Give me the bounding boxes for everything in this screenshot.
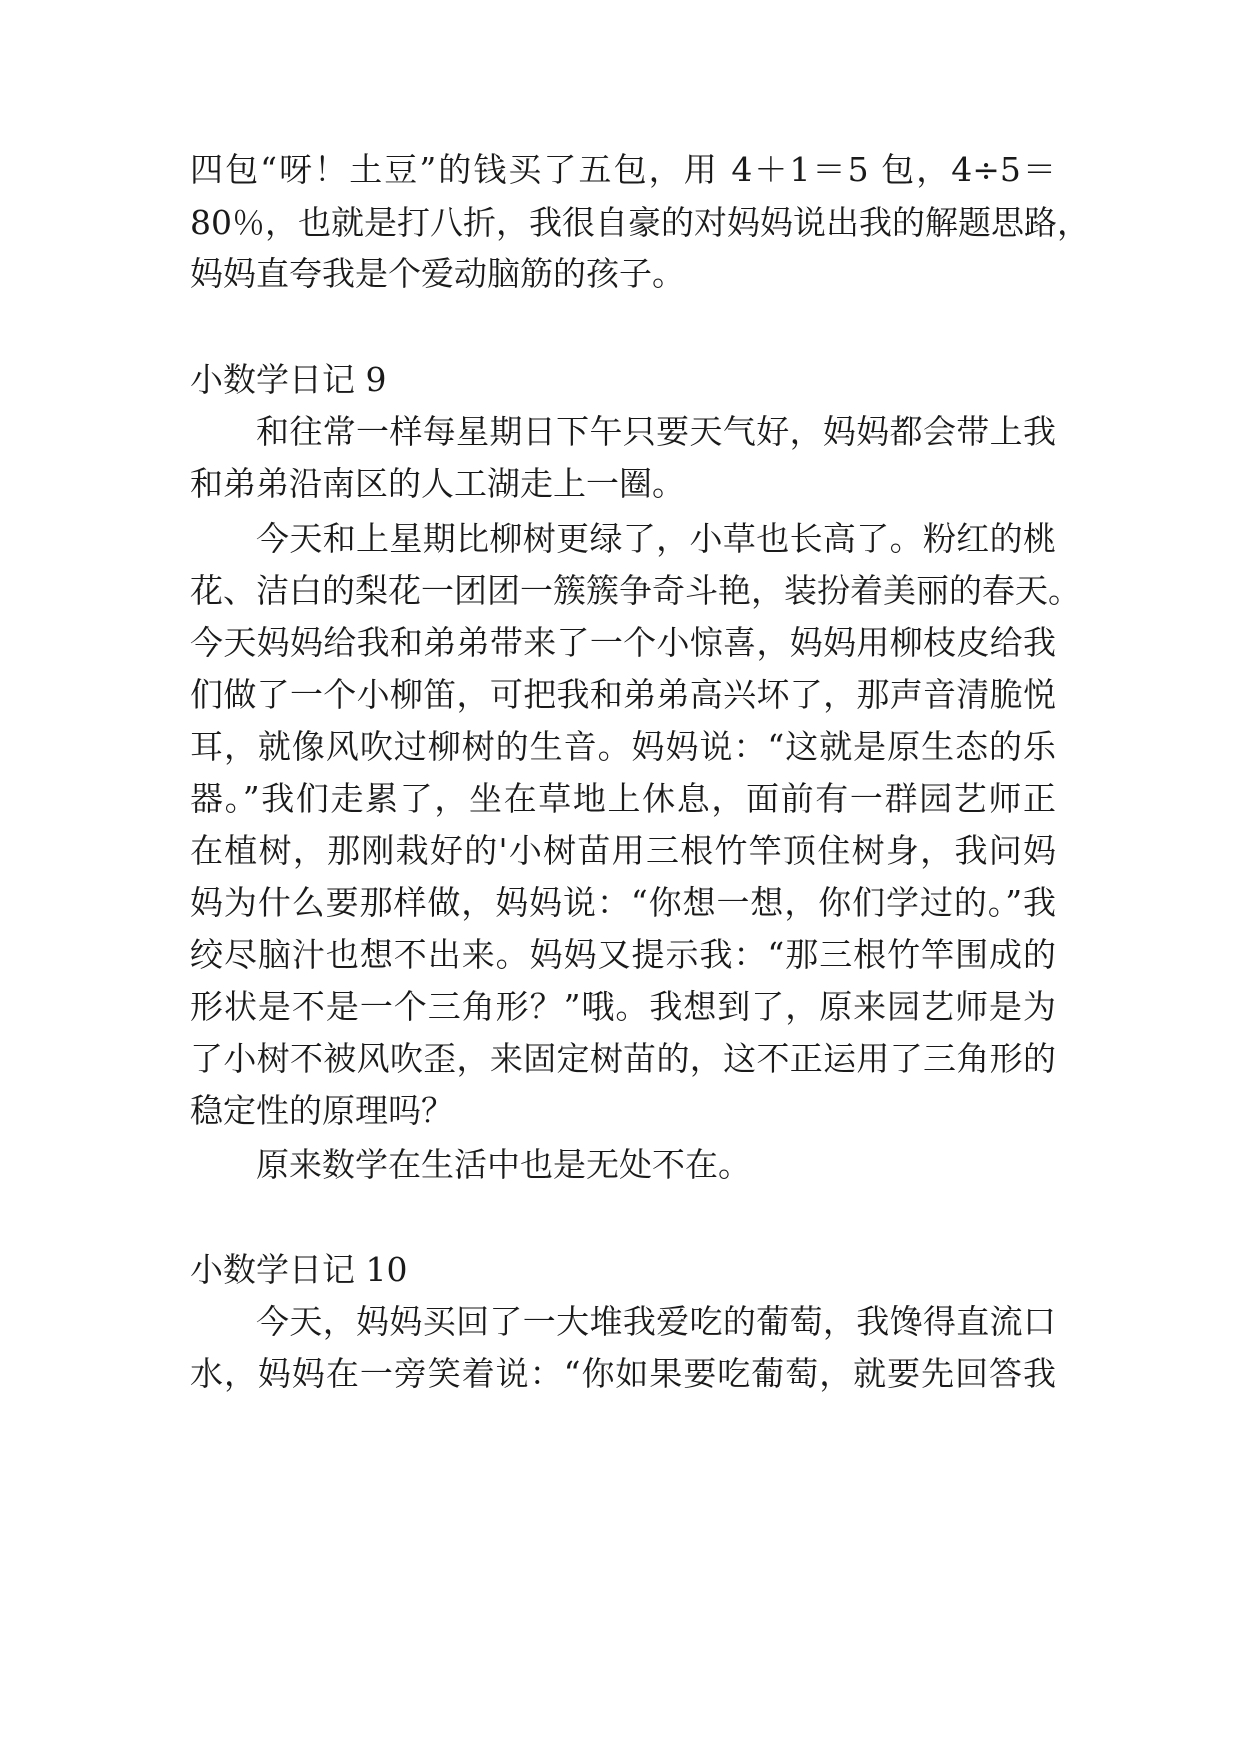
text-line: 了小树不被风吹歪，来固定树苗的，这不正运用了三角形的	[190, 1039, 1056, 1078]
text-line: 花、洁白的梨花一团团一簇簇争奇斗艳，装扮着美丽的春天。	[190, 571, 1081, 610]
text-line: 耳，就像风吹过柳树的生音。妈妈说：“这就是原生态的乐	[190, 727, 1056, 766]
text-line: 妈妈直夸我是个爱动脑筋的孩子。	[190, 254, 685, 293]
text-line: 器。”我们走累了，坐在草地上休息，面前有一群园艺师正	[190, 779, 1056, 818]
text-line: 稳定性的原理吗？	[190, 1091, 454, 1130]
diary-title-10: 小数学日记 10	[190, 1250, 408, 1289]
text-line: 水，妈妈在一旁笑着说：“你如果要吃葡萄，就要先回答我	[190, 1354, 1056, 1393]
text-line: 80％，也就是打八折，我很自豪的对妈妈说出我的解题思路，	[190, 203, 1090, 242]
text-line: 形状是不是一个三角形？”哦。我想到了，原来园艺师是为	[190, 987, 1056, 1026]
text-line: 原来数学在生活中也是无处不在。	[256, 1145, 751, 1184]
text-line: 绞尽脑汁也想不出来。妈妈又提示我：“那三根竹竿围成的	[190, 935, 1056, 974]
diary-title-9: 小数学日记 9	[190, 360, 387, 399]
text-line: 今天和上星期比柳树更绿了，小草也长高了。粉红的桃	[256, 519, 1056, 558]
text-line: 四包“呀！土豆”的钱买了五包，用 4＋1＝5 包，4÷5＝	[190, 150, 1056, 189]
text-line: 们做了一个小柳笛，可把我和弟弟高兴坏了，那声音清脆悦	[190, 675, 1056, 714]
text-line: 今天妈妈给我和弟弟带来了一个小惊喜，妈妈用柳枝皮给我	[190, 623, 1056, 662]
text-line: 在植树，那刚栽好的'小树苗用三根竹竿顶住树身，我问妈	[190, 831, 1056, 870]
text-line: 妈为什么要那样做，妈妈说：“你想一想，你们学过的。”我	[190, 883, 1056, 922]
text-line: 和往常一样每星期日下午只要天气好，妈妈都会带上我	[256, 412, 1056, 451]
text-line: 和弟弟沿南区的人工湖走上一圈。	[190, 464, 685, 503]
text-line: 今天，妈妈买回了一大堆我爱吃的葡萄，我馋得直流口	[256, 1302, 1056, 1341]
